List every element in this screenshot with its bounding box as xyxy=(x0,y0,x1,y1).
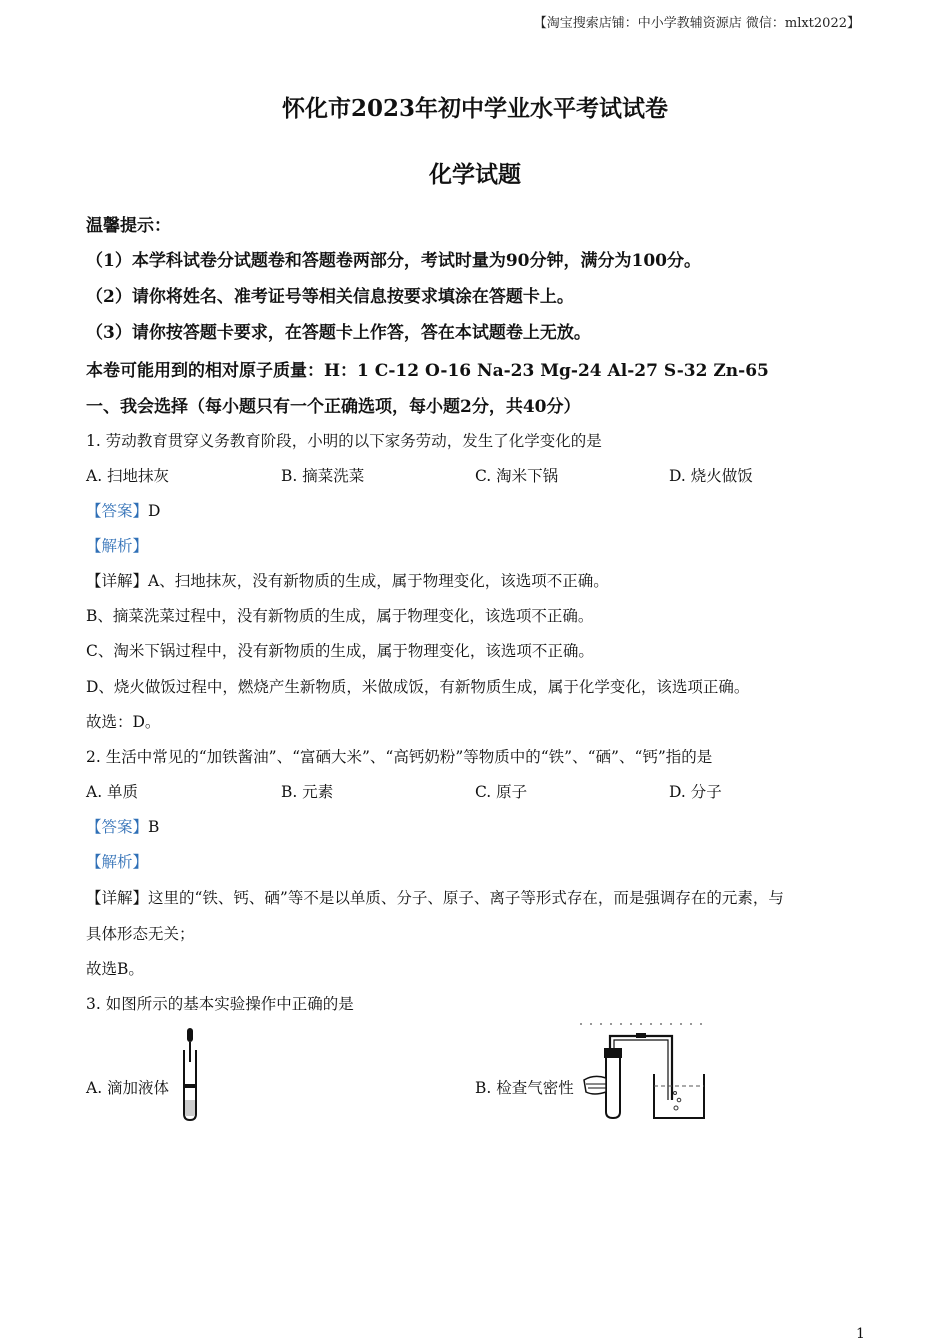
bubble xyxy=(674,1106,678,1110)
tube-clamp xyxy=(184,1084,196,1088)
option-a: A. 扫地抹灰 xyxy=(86,467,170,485)
answer-line xyxy=(86,499,160,521)
rubber-joint xyxy=(636,1033,646,1038)
atomic-masses: 本卷可能用到的相对原子质量：H：1 C-12 O-16 Na-23 Mg-24 Al-27 S-32 Zn-65 xyxy=(86,361,769,381)
analysis-tag: 【解析】 xyxy=(86,853,149,871)
answer-tag: 【答案】 xyxy=(86,818,149,836)
stopper xyxy=(604,1048,622,1058)
detail-line: 故选B。 xyxy=(86,960,144,978)
tip-item: （3）请你按答题卡要求，在答题卡上作答，答在本试题卷上无放。 xyxy=(86,323,591,343)
detail-line: B、摘菜洗菜过程中，没有新物质的生成，属于物理变化，该选项不正确。 xyxy=(86,607,594,625)
tips-heading: 温馨提示： xyxy=(86,216,171,236)
answer-value: B xyxy=(148,818,160,836)
option-a: A. 滴加液体 xyxy=(86,1079,170,1097)
exam-title: 怀化市2023年初中学业水平考试试卷 xyxy=(281,95,668,122)
bubble xyxy=(677,1098,681,1102)
detail-line: C、淘米下锅过程中，没有新物质的生成，属于物理变化，该选项不正确。 xyxy=(86,642,594,660)
tip-item: （1）本学科试卷分试题卷和答题卷两部分，考试时量为90分钟，满分为100分。 xyxy=(86,251,701,271)
tube-liquid xyxy=(185,1100,195,1116)
detail-line: D、烧火做饭过程中，燃烧产生新物质，米做成饭，有新物质生成，属于化学变化，该选项正确。 xyxy=(86,678,750,696)
detail-line: 故选：D。 xyxy=(86,713,161,731)
airtightness-figure xyxy=(580,1020,710,1122)
section-heading: 一、我会选择（每小题只有一个正确选项，每小题2分，共40分） xyxy=(86,397,581,417)
detail-line: 【详解】这里的“铁、钙、硒”等不是以单质、分子、原子、离子等形式存在，而是强调存在的元素，与 xyxy=(86,889,784,907)
answer-tag: 【答案】 xyxy=(86,502,149,520)
option-b: B. 摘菜洗菜 xyxy=(281,467,365,485)
question-stem: 3. 如图所示的基本实验操作中正确的是 xyxy=(86,995,354,1013)
delivery-tube-inner xyxy=(614,1040,668,1100)
detail-line: 具体形态无关； xyxy=(86,925,195,943)
option-c: C. 淘米下锅 xyxy=(475,467,559,485)
option-d: D. 烧火做饭 xyxy=(669,467,753,485)
answer-line xyxy=(86,815,159,837)
question-stem: 1. 劳动教育贯穿义务教育阶段，小明的以下家务劳动，发生了化学变化的是 xyxy=(86,432,602,450)
answer-value: D xyxy=(148,502,161,520)
beaker xyxy=(654,1074,704,1118)
option-b: B. 元素 xyxy=(281,783,334,801)
option-d: D. 分子 xyxy=(669,783,722,801)
tip-item: （2）请你将姓名、准考证号等相关信息按要求填涂在答题卡上。 xyxy=(86,287,574,307)
option-a: A. 单质 xyxy=(86,783,139,801)
dropper-figure xyxy=(176,1026,210,1122)
page-number: 1 xyxy=(856,1326,865,1342)
exam-subtitle: 化学试题 xyxy=(429,161,521,188)
question-stem: 2. 生活中常见的“加铁酱油”、“富硒大米”、“高钙奶粉”等物质中的“铁”、“硒”、“钙”指的是 xyxy=(86,748,713,766)
detail-line: 【详解】A、扫地抹灰，没有新物质的生成，属于物理变化，该选项不正确。 xyxy=(86,572,609,590)
shop-note: 【淘宝搜索店铺：中小学教辅资源店 微信：mlxt2022】 xyxy=(533,16,860,31)
test-tube xyxy=(606,1058,620,1118)
analysis-tag: 【解析】 xyxy=(86,537,149,555)
option-b: B. 检查气密性 xyxy=(475,1079,574,1097)
dropper-bulb xyxy=(187,1028,193,1042)
option-c: C. 原子 xyxy=(475,783,528,801)
bubble xyxy=(674,1092,677,1095)
hand xyxy=(584,1076,606,1094)
